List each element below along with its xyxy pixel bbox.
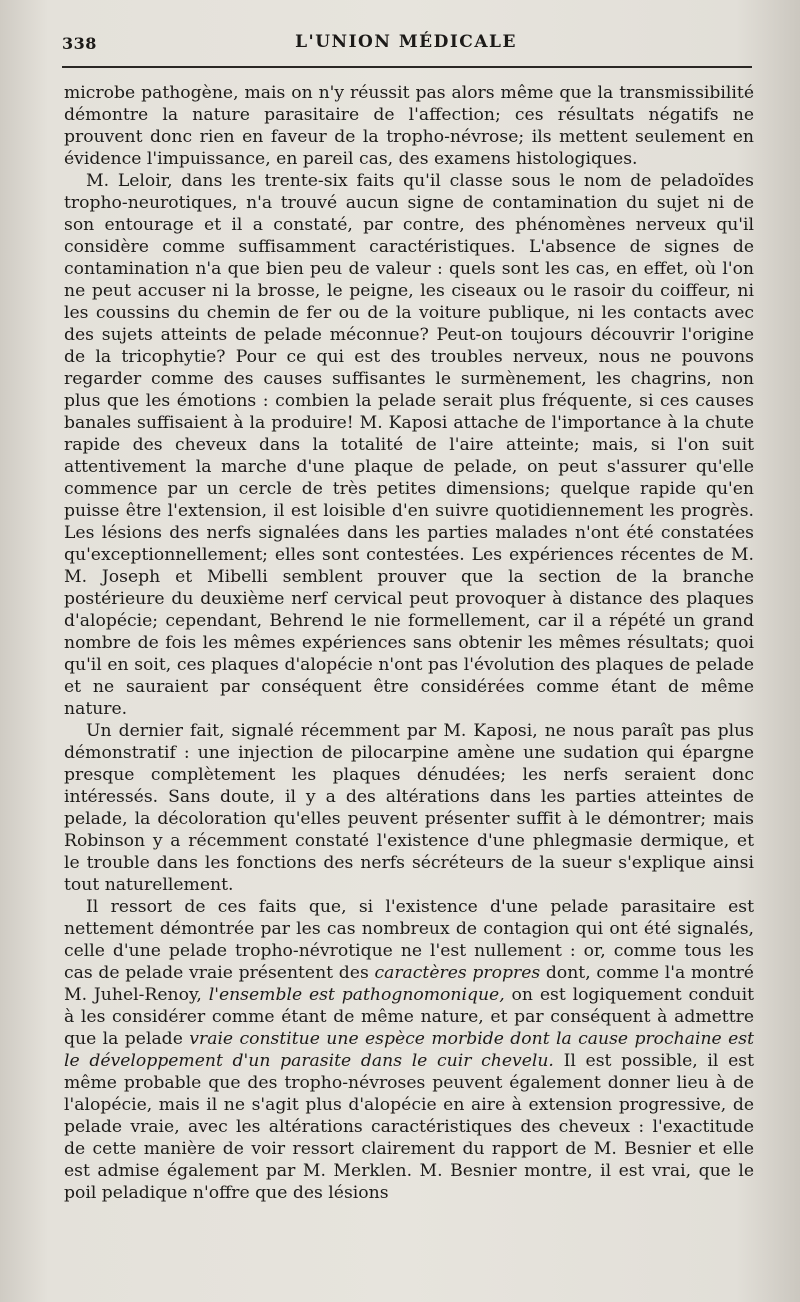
running-head: L'UNION MÉDICALE <box>295 32 517 52</box>
body-text <box>64 82 754 1204</box>
paragraph-4 <box>64 896 754 1204</box>
paragraph-4-italic-3: vraie constitue une espèce morbide dont la cause prochaine est le développement d'un parasite dans le cuir chevelu. <box>64 1029 754 1071</box>
paragraph-1: microbe pathogène, mais on n'y réussit pas alors même que la transmissibilité démontre la nature parasitaire de l'affection; ces résultats négatifs ne prouvent donc rien en faveur de la tropho-névrose; ils mettent seulement en évidence l'impuissance, en pareil cas, des examens histologiques. <box>64 83 754 169</box>
header-rule <box>62 66 752 68</box>
page-number: 338 <box>62 34 97 53</box>
paragraph-3: Un dernier fait, signalé récemment par M. Kaposi, ne nous paraît pas plus démonstratif : une injection de pilocarpine amène une sudation qui épargne presque complètement les plaques dénudées; les nerfs seraient donc intéressés. Sans doute, il y a des altérations dans les parties atteintes de pelade, la décoloration qu'elles peuvent présenter suffit à le démontrer; mais Robinson y a récemment constaté l'existence d'une phlegmasie dermique, et le trouble dans les fonctions des nerfs sécréteurs de la sueur s'explique ainsi tout naturellement. <box>64 721 754 895</box>
paragraph-4-part-4: Il est possible, il est même probable que des tropho-névroses peuvent également donner lieu à de l'alopécie, mais il ne s'agit plus d'alopécie en aire à extension progressive, de pelade vraie, avec les altérations caractéristiques des cheveux : l'exactitude de cette manière de voir ressort clairement du rapport de M. Besnier et elle est admise également par M. Merklen. M. Besnier montre, il est vrai, que le poil peladique n'offre que des lésions <box>64 1051 754 1203</box>
paragraph-4-italic-2: l'ensemble est pathognomonique, <box>208 985 505 1005</box>
paragraph-4-part-1: Il ressort de ces faits que, si l'existence d'une pelade parasitaire est nettement démontrée par les cas nombreux de contagion qui ont été signalés, celle d'une pelade tropho-névrotique ne l'est nullement : or, comme tous les cas de pelade vraie présentent des <box>64 897 754 983</box>
paragraph-4-italic-1: caractères propres <box>374 963 541 983</box>
paragraph-4-part-3: on est logiquement conduit à les considérer comme étant de même nature, et par conséquent à admettre que la pelade <box>64 985 754 1049</box>
paragraph-2: M. Leloir, dans les trente-six faits qu'il classe sous le nom de peladoïdes tropho-neurotiques, n'a trouvé aucun signe de contamination du sujet ni de son entourage et il a constaté, par contre, des phénomènes nerveux qu'il considère comme suffisamment caractéristiques. L'absence de signes de contamination n'a que bien peu de valeur : quels sont les cas, en effet, où l'on ne peut accuser ni la brosse, le peigne, les ciseaux ou le rasoir du coiffeur, ni les coussins du chemin de fer ou de la voiture publique, ni les contacts avec des sujets atteints de pelade méconnue? Peut-on toujours découvrir l'origine de la tricophytie? Pour ce qui est des troubles nerveux, nous ne pouvons regarder comme des causes suffisantes le surmènement, les chagrins, non plus que les émotions : combien la pelade serait plus fréquente, si ces causes banales suffisaient à la produire! M. Kaposi attache de l'importance à la chute rapide des cheveux dans la totalité de l'aire atteinte; mais, si l'on suit attentivement la marche d'une plaque de pelade, on peut s'assurer qu'elle commence par un cercle de très petites dimensions; quelque rapide qu'en puisse être l'extension, il est loisible d'en suivre quotidiennement les progrès. Les lésions des nerfs signalées dans les parties malades n'ont été constatées qu'exceptionnellement; elles sont contestées. Les expériences récentes de M. M. Joseph et Mibelli semblent prouver que la section de la branche postérieure du deuxième nerf cervical peut provoquer à distance des plaques d'alopécie; cependant, Behrend le nie formellement, car il a répété un grand nombre de fois les mêmes expériences sans obtenir les mêmes résultats; quoi qu'il en soit, ces plaques d'alopécie n'ont pas l'évolution des plaques de pelade et ne sauraient par conséquent être considérées comme étant de même nature. <box>64 171 754 719</box>
page-header <box>62 30 750 60</box>
paragraph-4-part-2: dont, comme l'a montré M. Juhel-Renoy, <box>64 963 754 1005</box>
